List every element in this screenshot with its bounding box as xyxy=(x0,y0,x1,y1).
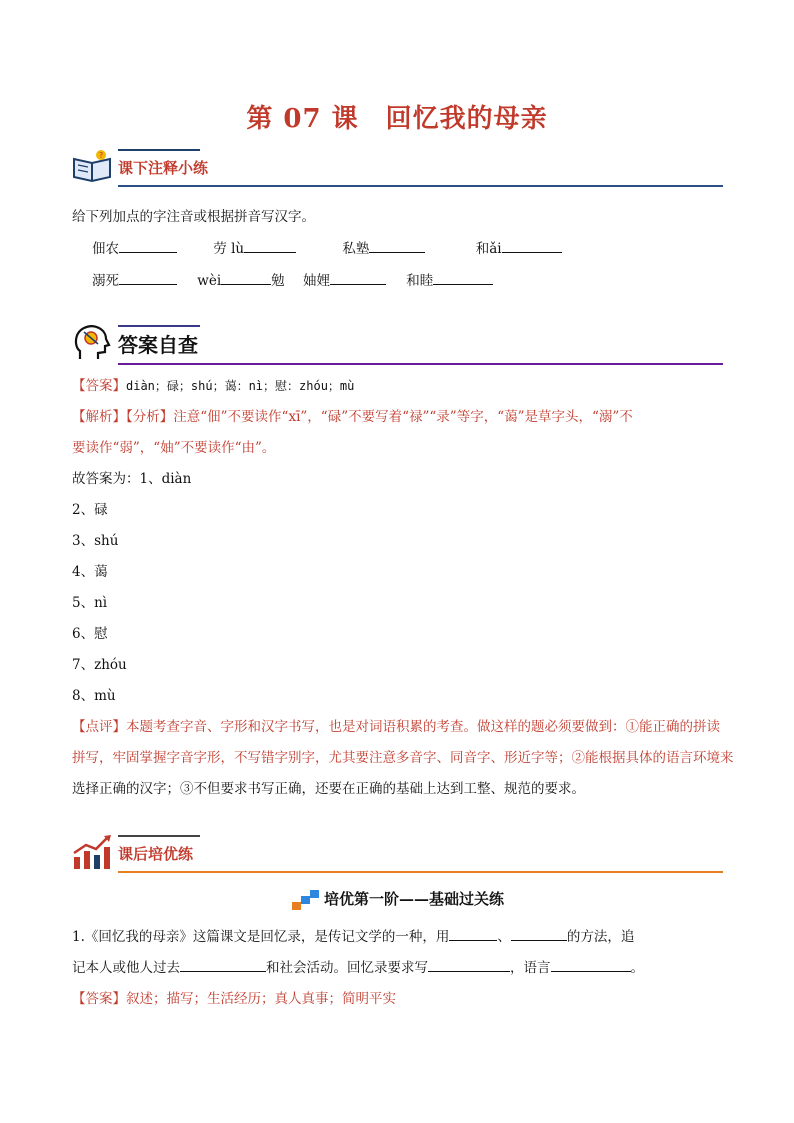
question-end: 。 xyxy=(630,960,644,976)
section-title: 课下注释小练 xyxy=(118,159,209,177)
comment-text-2: 拼写，牢固掌握字音字形，不写错字别字，尤其要注意多音字、同音字、形近字等；②能根据具体的语言环境来 xyxy=(72,750,734,766)
question-1-line-2 xyxy=(72,956,644,976)
analysis-line-1 xyxy=(72,405,633,425)
word-5: 溺死 xyxy=(92,273,119,289)
answer-item: 故答案为：1、diàn xyxy=(72,471,192,487)
blank xyxy=(433,270,493,285)
exercise-row-1 xyxy=(92,237,562,257)
word-2: 劳 lù xyxy=(213,241,245,257)
analysis-text-1: 注意“佃”不要读作“xī”，“碌”不要写着“禄”“录”等字，“蔼”是草字头，“溺”不 xyxy=(173,409,633,425)
answer-line xyxy=(72,374,354,394)
question-text: 和社会活动。回忆录要求写 xyxy=(266,960,428,976)
word-6: wèi xyxy=(197,273,222,289)
blank xyxy=(428,957,510,972)
section-header-notes xyxy=(70,147,723,187)
blank xyxy=(551,957,631,972)
word-7: 勉 xyxy=(271,273,285,289)
answer-tag: 【答案】 xyxy=(72,378,126,394)
answer-text: diàn；碌；shú；蔼：nì；慰：zhóu；mù xyxy=(126,379,355,393)
blank xyxy=(119,238,177,253)
comment-line-1 xyxy=(72,715,720,735)
comment-tag: 【点评】 xyxy=(72,719,126,735)
answer-item: 8、mù xyxy=(72,688,116,704)
answer-text: 叙述；描写；生活经历；真人真事；简明平实 xyxy=(126,991,396,1007)
blank xyxy=(502,238,562,253)
blank xyxy=(119,270,177,285)
blank xyxy=(449,926,497,941)
word-8: 妯娌 xyxy=(302,273,330,289)
question-text: 记本人或他人过去 xyxy=(72,960,180,976)
answer-item: 3、shú xyxy=(72,533,119,549)
section-rule xyxy=(118,363,723,365)
blank xyxy=(511,926,567,941)
section-header-practice xyxy=(70,833,723,873)
section-title: 课后培优练 xyxy=(118,845,194,863)
open-book-icon xyxy=(70,147,114,185)
word-1: 佃农 xyxy=(92,241,119,257)
answer-item: 2、碌 xyxy=(72,502,108,518)
answer-item: 5、nì xyxy=(72,595,108,611)
question-text: 1.《回忆我的母亲》这篇课文是回忆录，是传记文学的一种，用 xyxy=(72,929,450,945)
blank xyxy=(369,238,425,253)
comment-text-3: 选择正确的汉字；③不但要求书写正确，还要在正确的基础上达到工整、规范的要求。 xyxy=(72,781,585,797)
page-title: 第 07 课 回忆我的母亲 xyxy=(246,104,548,134)
answer-item: 6、慰 xyxy=(72,626,108,642)
blank xyxy=(180,957,266,972)
question-1-answer xyxy=(72,987,396,1007)
stairs-icon xyxy=(290,889,320,911)
section-rule xyxy=(118,185,723,187)
question-text: 的方法，追 xyxy=(566,929,635,945)
exercise-instruction: 给下列加点的字注音或根据拼音写汉字。 xyxy=(72,209,315,225)
word-9: 和睦 xyxy=(406,273,434,289)
thinking-head-icon xyxy=(70,323,114,361)
section-title: 答案自查 xyxy=(118,333,198,357)
section-dash xyxy=(118,149,200,151)
question-sep: 、 xyxy=(497,929,511,945)
word-4: 和ǎi xyxy=(475,241,502,257)
answer-tag: 【答案】 xyxy=(72,991,126,1007)
comment-text-1: 本题考查字音、字形和汉字书写，也是对词语积累的考查。做这样的题必须要做到：①能正确的拼读 xyxy=(126,719,720,735)
subsection-title xyxy=(0,888,794,911)
svg-text:?: ? xyxy=(99,151,104,160)
blank xyxy=(330,270,386,285)
analysis-tag: 【解析】【分析】 xyxy=(72,409,174,425)
blank xyxy=(221,270,271,285)
section-rule xyxy=(118,871,723,873)
section-dash xyxy=(118,835,200,837)
rising-chart-icon xyxy=(70,833,114,871)
answer-item: 4、蔼 xyxy=(72,564,108,580)
analysis-text-2: 要读作“弱”，“妯”不要读作“由”。 xyxy=(72,440,276,456)
question-text: ，语言 xyxy=(510,960,551,976)
answer-item: 7、zhóu xyxy=(72,657,127,673)
section-dash xyxy=(118,325,200,327)
section-header-answers xyxy=(70,323,723,365)
word-3: 私塾 xyxy=(342,241,370,257)
exercise-row-2 xyxy=(92,269,493,289)
blank xyxy=(244,238,296,253)
question-1-line-1 xyxy=(72,925,634,945)
subsection-text: 培优第一阶——基础过关练 xyxy=(323,890,504,908)
